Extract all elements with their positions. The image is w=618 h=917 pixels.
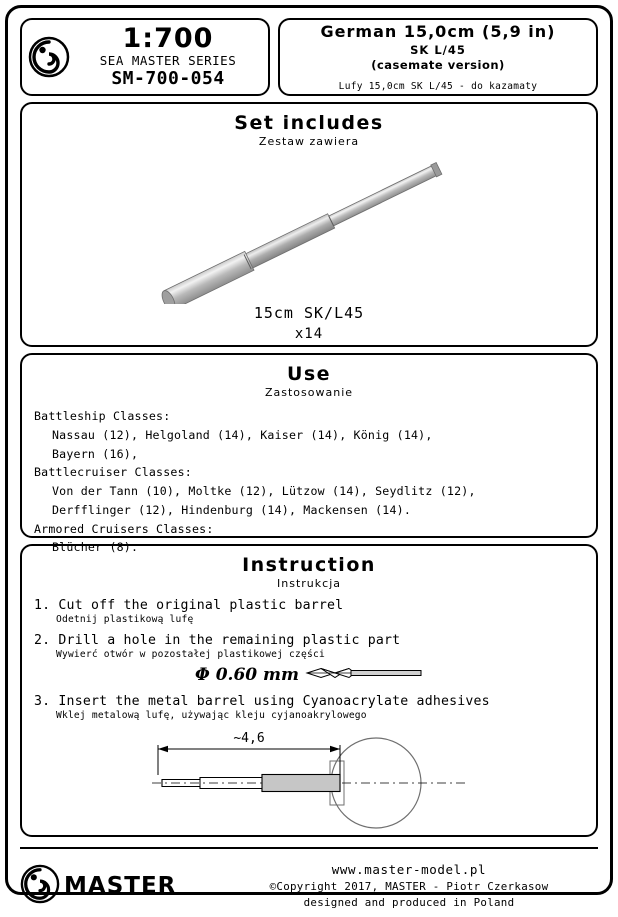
drill-size-label: Φ 0.60 mm	[194, 665, 300, 685]
use-group-heading: Battleship Classes:	[34, 409, 171, 423]
use-group-line: Derfflinger (12), Hindenburg (14), Mackensen (14).	[52, 502, 412, 517]
instruction-panel	[20, 544, 598, 837]
twist-drill-bit-icon	[305, 664, 423, 686]
step-text-pl: Wklej metalową lufę, używając kleju cyjanoakrylowego	[56, 710, 367, 721]
instruction-title-polish: Instrukcja	[277, 577, 341, 590]
copyright-text: ©Copyright 2017, MASTER - Piotr Czerkasow	[269, 880, 549, 894]
part-quantity: x14	[294, 326, 324, 342]
master-swirl-logo-icon	[20, 864, 60, 908]
use-title-polish: Zastosowanie	[264, 386, 354, 399]
product-title-polish: Lufy 15,0cm SK L/45 - do kazamaty	[338, 81, 538, 92]
svg-text:~4,6: ~4,6	[233, 731, 265, 746]
header	[20, 18, 598, 96]
step-number: 3.	[34, 694, 51, 709]
use-group-line: Blücher (8).	[52, 540, 139, 555]
use-group-line: Bayern (16),	[52, 446, 139, 461]
step-number: 2.	[34, 633, 51, 648]
scale-label: 1:700	[122, 22, 214, 54]
product-variant: (casemate version)	[371, 58, 505, 72]
master-swirl-logo-icon	[28, 36, 70, 78]
use-group-line: Von der Tann (10), Moltke (12), Lützow (14), Seydlitz (12),	[52, 484, 476, 499]
step-text-pl: Odetnij plastikową lufę	[56, 614, 194, 625]
footer	[20, 847, 598, 917]
footer-brand	[20, 864, 210, 908]
sku-label: SM-700-054	[111, 68, 225, 90]
website-url[interactable]: www.master-model.pl	[331, 862, 487, 878]
step-text-en: Drill a hole in the remaining plastic part	[58, 633, 401, 648]
use-panel	[20, 353, 598, 555]
set-includes-title: Set includes	[234, 112, 384, 134]
use-list	[34, 407, 584, 557]
step-text-pl: Wywierć otwór w pozostałej plastikowej części	[56, 649, 325, 660]
made-in-text: designed and produced in Poland	[303, 896, 515, 910]
use-group-line: Nassau (12), Helgoland (14), Kaiser (14), König (14),	[52, 427, 433, 442]
header-brand-box	[20, 18, 270, 96]
drill-size-row	[34, 664, 584, 686]
use-group-heading: Battlecruiser Classes:	[34, 465, 192, 480]
instruction-title: Instruction	[242, 554, 376, 576]
set-includes-title-polish: Zestaw zawiera	[258, 135, 360, 148]
use-title: Use	[286, 363, 332, 385]
header-title-box	[278, 18, 598, 96]
use-group-heading: Armored Cruisers Classes:	[34, 521, 214, 536]
step-number: 1.	[34, 598, 51, 613]
set-includes-panel	[20, 102, 598, 347]
footer-logo-text: MASTER	[64, 873, 177, 899]
step-text-en: Insert the metal barrel using Cyanoacrylate adhesives	[58, 694, 490, 709]
product-title: German 15,0cm (5,9 in)	[320, 22, 556, 41]
instruction-step	[34, 598, 584, 625]
series-label: SEA MASTER SERIES	[99, 53, 237, 69]
part-label: 15cm SK/L45	[253, 304, 365, 322]
instruction-step	[34, 694, 584, 721]
barrel-insertion-diagram-icon	[34, 723, 584, 831]
step-text-en: Cut off the original plastic barrel	[58, 598, 344, 613]
instruction-step	[34, 633, 584, 660]
product-subtitle: SK L/45	[410, 43, 466, 57]
part-illustration	[34, 154, 584, 304]
